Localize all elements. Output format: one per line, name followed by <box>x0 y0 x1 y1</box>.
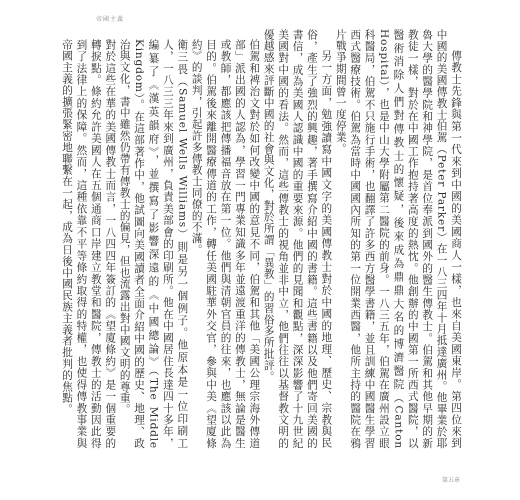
indented-paragraph: 伯駕和裨治文對於如何改變中國的意見不同，伯駕和其他「美國公理宗海外傳道部」派出國的人認為，學習一門專業知識多年並遠渡重洋的傳教士，無論是醫生或教師，都應該把傳播福音放在第一位。他們與清朝官員的往來，也應該以此為目的。伯駕後來離開醫療傳道的工作，轉任美國駐華外交官，參與中美《望廈條約》的談判，引起許多傳教士同僚的不滿。 <box>190 39 261 449</box>
page-footer: 第五章 <box>441 477 460 484</box>
body-text <box>60 29 463 449</box>
indented-paragraph: 對於這些在華的美國傳教士而言，一八四四年簽訂的《望廈條約》是一個重要的轉捩點。條約允許美國人在五個通商口岸建立教堂和醫院，傳教士的活動因此得到了法律上的保障。然而，這種依靠不平等條約取得的特權，也使得傳教事業與帝國主義的擴張緊密地聯繫在一起，成為日後中國民族主義者批判的焦點。 <box>61 39 117 449</box>
paragraph: 另一方面，勉強讀寫中國文字的美國傳教士對於中國的地理、歷史、宗教與民俗，產生了強烈的興趣，著手撰寫介紹中國的書籍。這些書籍以及他們寄回美國的書信，成為美國人認識中國的重要來源。他們的見聞和觀點，深深影響了十九世紀美國對中國的看法。然而，這些傳教士的視角並非中立，他們往往以基督教文明的優越感來評斷中國的社會與文化，對於所謂「異教」的習俗多所批評。 <box>262 29 333 449</box>
indented-paragraph: 衛三畏（Samuel Wells Williams）則是另一個例子。他原本是一位印刷工人，一八三三年來到廣州，負責美部會的印刷所。他在中國居住長達四十多年，編纂了《漢英韻府》，並撰寫了影響深遠的《中國總論》（The Middle Kingdom）。在這部著作中，他試圖向美國讀者全面介紹中國的歷史、地理、政治與文化，書中雖然仍帶有傳教士的偏見，但也流露出對中國文明的尊重。 <box>118 39 189 449</box>
paragraph: 傳教士先鋒與第一代來到中國的美國商人一樣，也來自美國東岸。第四位來到中國的美國傳教士伯駕（Peter Parker）在一八三四年十月抵達廣州。他畢業於耶魯大學的醫學院和神學院，是首位奉派到國外的醫生傳教士。伯駕和其他早期的新教徒一樣，對於在中國工作抱持著高度的熱忱。他創辦的中國第一所西式醫院，以醫術消除人們對傳教士的懷疑，後來成為鼎鼎大名的博濟醫院（Canton Hospital），也是中山大學附屬第二醫院的前身。一八三五年，伯駕在廣州設立眼科醫局，伯駕不只施行手術，也翻譯了許多西方醫學書籍，並且訓練中國醫生學習西式醫療技術。伯駕為當時中國國內所知的第一位開業西醫，他所主持的醫院在鴉片戰爭期間曾一度停業。 <box>334 29 462 449</box>
running-header: 帝國主義 <box>96 16 125 23</box>
